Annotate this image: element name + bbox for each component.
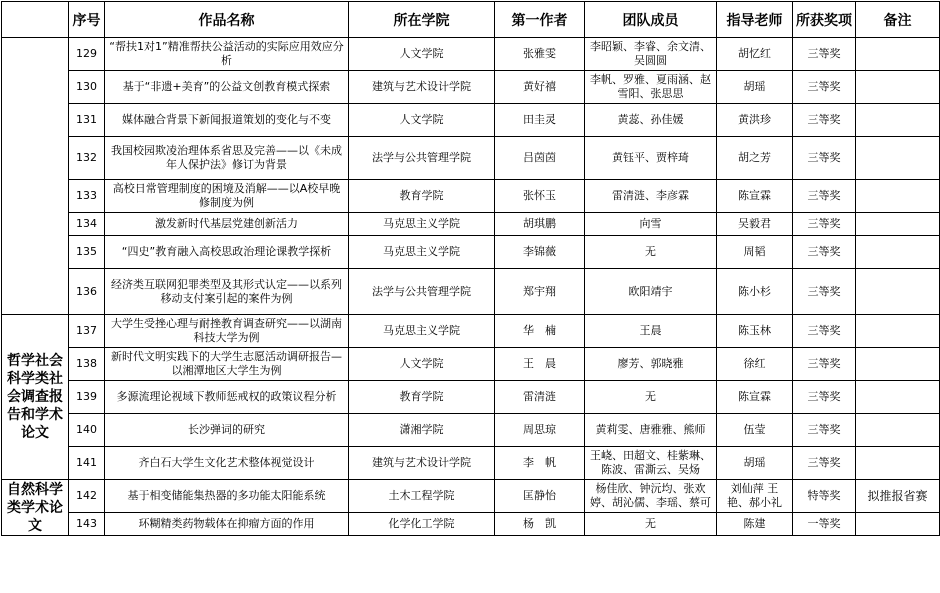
award-cell: 三等奖 <box>793 38 856 71</box>
college-cell: 潇湘学院 <box>349 414 495 447</box>
award-cell: 三等奖 <box>793 236 856 269</box>
advisor-cell: 黄洪珍 <box>717 104 793 137</box>
first-author-cell: 胡琪鹏 <box>495 213 585 236</box>
award-cell: 三等奖 <box>793 104 856 137</box>
award-cell: 三等奖 <box>793 180 856 213</box>
category-cell <box>2 38 69 315</box>
title-cell: 齐白石大学生文化艺术整体视觉设计 <box>105 447 349 480</box>
first-author-cell: 匡静怡 <box>495 480 585 513</box>
first-author-cell: 吕茵茵 <box>495 137 585 180</box>
header-row <box>2 2 940 38</box>
first-author-header: 第一作者 <box>495 2 585 38</box>
first-author-cell: 杨 凯 <box>495 513 585 536</box>
team-cell: 雷清涟、李彦霖 <box>585 180 717 213</box>
title-header: 作品名称 <box>105 2 349 38</box>
advisor-header: 指导老师 <box>717 2 793 38</box>
title-cell: 经济类互联网犯罪类型及其形式认定——以系列移动支付案引起的案件为例 <box>105 269 349 315</box>
college-header: 所在学院 <box>349 2 495 38</box>
advisor-cell: 胡忆红 <box>717 38 793 71</box>
note-cell <box>856 315 940 348</box>
award-cell: 三等奖 <box>793 447 856 480</box>
note-cell <box>856 71 940 104</box>
first-author-cell: 郑宇翔 <box>495 269 585 315</box>
table-row <box>2 213 940 236</box>
college-cell: 法学与公共管理学院 <box>349 269 495 315</box>
table-row <box>2 38 940 71</box>
title-cell: 激发新时代基层党建创新活力 <box>105 213 349 236</box>
advisor-cell: 徐红 <box>717 348 793 381</box>
advisor-cell: 伍莹 <box>717 414 793 447</box>
seq-cell: 131 <box>69 104 105 137</box>
note-cell <box>856 447 940 480</box>
note-cell <box>856 213 940 236</box>
team-cell: 王晨 <box>585 315 717 348</box>
college-cell: 教育学院 <box>349 180 495 213</box>
seq-cell: 132 <box>69 137 105 180</box>
note-cell <box>856 269 940 315</box>
team-cell: 杨佳欣、钟沅均、张欢婷、胡沁儒、李瑶、蔡可 <box>585 480 717 513</box>
advisor-cell: 周韬 <box>717 236 793 269</box>
college-cell: 人文学院 <box>349 348 495 381</box>
award-cell: 特等奖 <box>793 480 856 513</box>
note-cell <box>856 348 940 381</box>
college-cell: 马克思主义学院 <box>349 213 495 236</box>
seq-cell: 138 <box>69 348 105 381</box>
note-cell <box>856 236 940 269</box>
award-cell: 三等奖 <box>793 71 856 104</box>
note-cell <box>856 104 940 137</box>
first-author-cell: 李 帆 <box>495 447 585 480</box>
seq-cell: 141 <box>69 447 105 480</box>
award-cell: 一等奖 <box>793 513 856 536</box>
title-cell: 基于相变储能集热器的多功能太阳能系统 <box>105 480 349 513</box>
award-header: 所获奖项 <box>793 2 856 38</box>
title-cell: 环糊精类药物载体在抑瘤方面的作用 <box>105 513 349 536</box>
title-cell: 我国校园欺凌治理体系省思及完善——以《未成年人保护法》修订为背景 <box>105 137 349 180</box>
seq-cell: 137 <box>69 315 105 348</box>
seq-cell: 129 <box>69 38 105 71</box>
title-cell: 长沙弹词的研究 <box>105 414 349 447</box>
category-cell: 哲学社会科学类社会调查报告和学术论文 <box>2 315 69 480</box>
seq-cell: 133 <box>69 180 105 213</box>
note-cell <box>856 38 940 71</box>
title-cell: 高校日常管理制度的困境及消解——以A校早晚修制度为例 <box>105 180 349 213</box>
advisor-cell: 胡之芳 <box>717 137 793 180</box>
first-author-cell: 黄好禧 <box>495 71 585 104</box>
table-row <box>2 269 940 315</box>
seq-cell: 130 <box>69 71 105 104</box>
table-row <box>2 71 940 104</box>
first-author-cell: 张雅雯 <box>495 38 585 71</box>
college-cell: 化学化工学院 <box>349 513 495 536</box>
advisor-cell: 刘仙萍 王艳、郝小礼 <box>717 480 793 513</box>
award-cell: 三等奖 <box>793 137 856 180</box>
college-cell: 马克思主义学院 <box>349 236 495 269</box>
title-cell: “帮扶1对1”精准帮扶公益活动的实际应用效应分析 <box>105 38 349 71</box>
award-cell: 三等奖 <box>793 213 856 236</box>
seq-header: 序号 <box>69 2 105 38</box>
first-author-cell: 田圭灵 <box>495 104 585 137</box>
team-cell: 王峣、田超文、桂紫琳、陈波、雷澌云、吴炀 <box>585 447 717 480</box>
advisor-cell: 陈宣霖 <box>717 381 793 414</box>
note-header: 备注 <box>856 2 940 38</box>
advisor-cell: 陈宣霖 <box>717 180 793 213</box>
college-cell: 法学与公共管理学院 <box>349 137 495 180</box>
award-cell: 三等奖 <box>793 414 856 447</box>
team-cell: 向雪 <box>585 213 717 236</box>
note-cell <box>856 180 940 213</box>
advisor-cell: 胡瑶 <box>717 71 793 104</box>
note-cell <box>856 513 940 536</box>
table-row <box>2 348 940 381</box>
note-cell: 拟推报省赛 <box>856 480 940 513</box>
title-cell: 基于“非遗+美育”的公益文创教育模式探索 <box>105 71 349 104</box>
award-cell: 三等奖 <box>793 315 856 348</box>
category-cell: 自然科学类学术论文 <box>2 480 69 536</box>
college-cell: 马克思主义学院 <box>349 315 495 348</box>
table-row <box>2 315 940 348</box>
seq-cell: 139 <box>69 381 105 414</box>
team-cell: 李帆、罗雅、夏雨涵、赵雪阳、张思思 <box>585 71 717 104</box>
title-cell: 媒体融合背景下新闻报道策划的变化与不变 <box>105 104 349 137</box>
table-row <box>2 447 940 480</box>
team-cell: 欧阳靖宇 <box>585 269 717 315</box>
awards-table <box>1 1 940 536</box>
first-author-cell: 李锦薇 <box>495 236 585 269</box>
award-cell: 三等奖 <box>793 348 856 381</box>
seq-cell: 135 <box>69 236 105 269</box>
college-cell: 建筑与艺术设计学院 <box>349 447 495 480</box>
team-cell: 无 <box>585 381 717 414</box>
team-cell: 无 <box>585 513 717 536</box>
seq-cell: 142 <box>69 480 105 513</box>
note-cell <box>856 137 940 180</box>
team-header: 团队成员 <box>585 2 717 38</box>
table-row <box>2 104 940 137</box>
team-cell: 黄莉雯、唐雅雅、熊师 <box>585 414 717 447</box>
table-row <box>2 381 940 414</box>
college-cell: 建筑与艺术设计学院 <box>349 71 495 104</box>
title-cell: 大学生受挫心理与耐挫教育调查研究——以湖南科技大学为例 <box>105 315 349 348</box>
table-row <box>2 513 940 536</box>
first-author-cell: 王 晨 <box>495 348 585 381</box>
team-cell: 黄蕊、孙佳媛 <box>585 104 717 137</box>
table-row <box>2 180 940 213</box>
title-cell: 新时代文明实践下的大学生志愿活动调研报告—以湘潭地区大学生为例 <box>105 348 349 381</box>
team-cell: 李昭颖、李睿、余文清、吴圆圆 <box>585 38 717 71</box>
college-cell: 人文学院 <box>349 104 495 137</box>
seq-cell: 134 <box>69 213 105 236</box>
note-cell <box>856 381 940 414</box>
advisor-cell: 陈玉林 <box>717 315 793 348</box>
table-row <box>2 414 940 447</box>
table-row <box>2 137 940 180</box>
seq-cell: 136 <box>69 269 105 315</box>
seq-cell: 143 <box>69 513 105 536</box>
title-cell: 多源流理论视域下教师惩戒权的政策议程分析 <box>105 381 349 414</box>
award-cell: 三等奖 <box>793 269 856 315</box>
advisor-cell: 吴毅君 <box>717 213 793 236</box>
college-cell: 人文学院 <box>349 38 495 71</box>
advisor-cell: 陈小杉 <box>717 269 793 315</box>
advisor-cell: 胡瑶 <box>717 447 793 480</box>
note-cell <box>856 414 940 447</box>
table-body <box>2 38 940 536</box>
category-header <box>2 2 69 38</box>
seq-cell: 140 <box>69 414 105 447</box>
college-cell: 教育学院 <box>349 381 495 414</box>
college-cell: 土木工程学院 <box>349 480 495 513</box>
team-cell: 黄钰平、贾梓琦 <box>585 137 717 180</box>
table-row <box>2 480 940 513</box>
first-author-cell: 雷清涟 <box>495 381 585 414</box>
table-row <box>2 236 940 269</box>
first-author-cell: 华 楠 <box>495 315 585 348</box>
team-cell: 廖芳、郭晓雅 <box>585 348 717 381</box>
award-cell: 三等奖 <box>793 381 856 414</box>
advisor-cell: 陈建 <box>717 513 793 536</box>
first-author-cell: 周思琼 <box>495 414 585 447</box>
first-author-cell: 张怀玉 <box>495 180 585 213</box>
title-cell: “四史”教育融入高校思政治理论课教学探析 <box>105 236 349 269</box>
team-cell: 无 <box>585 236 717 269</box>
